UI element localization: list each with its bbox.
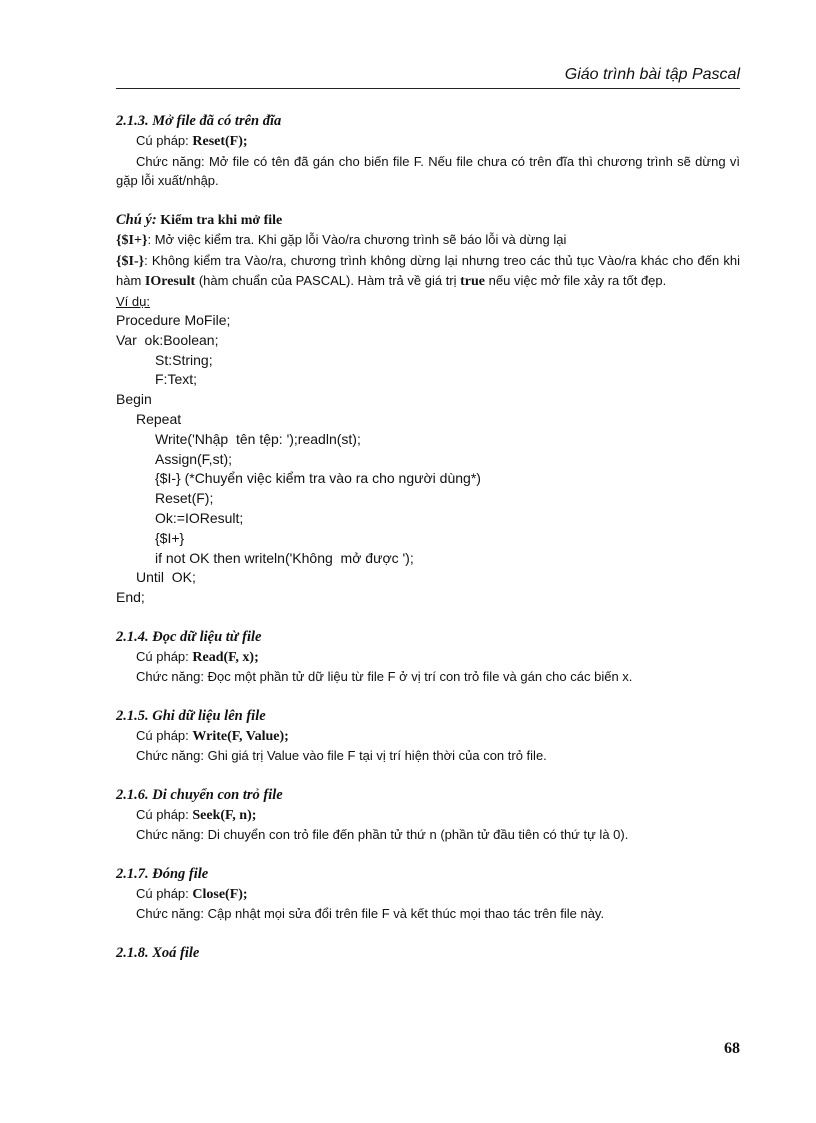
function-text: Ghi giá trị Value vào file F tại vị trí hiện thời của con trỏ file. <box>207 748 547 764</box>
directive-off-text-1: : Không kiểm tra Vào/ra, chương trình không dừng lại nhưng treo các thủ tục Vào/ra khác cho đến khi hàm <box>116 252 740 288</box>
syntax-code: Close(F); <box>192 886 248 902</box>
directive-off-text-2: (hàm chuẩn của PASCAL). Hàm trả về giá trị <box>195 273 461 288</box>
note-io-on <box>116 230 740 251</box>
code-example <box>116 311 740 608</box>
code-line: Var ok:Boolean; <box>116 331 219 348</box>
code-line: Procedure MoFile; <box>116 312 231 328</box>
header-title: Giáo trình bài tập Pascal <box>564 66 740 83</box>
section-heading: 2.1.6. Di chuyển con trỏ file <box>116 786 283 803</box>
function-label: Chức năng: <box>136 748 208 764</box>
syntax-line <box>116 726 740 747</box>
section-2-1-4 <box>116 627 740 687</box>
example-label: Ví dụ: <box>116 293 150 309</box>
section-2-1-6 <box>116 785 740 845</box>
syntax-code: Reset(F); <box>192 134 248 149</box>
function-text: Di chuyển con trỏ file đến phần tử thứ n (phần tử đầu tiên có thứ tự là 0). <box>207 827 629 843</box>
code-line: Assign(F,st); <box>155 450 233 467</box>
syntax-line <box>116 131 740 152</box>
syntax-line <box>116 805 740 826</box>
function-text: Đọc một phần tử dữ liệu từ file F ở vị trí con trỏ file và gán cho các biến x. <box>207 669 633 685</box>
function-line <box>116 825 740 845</box>
note-label: Chú ý: <box>116 211 157 228</box>
function-line <box>116 904 740 924</box>
code-line: if not OK then writeln('Không mở được '); <box>155 549 414 566</box>
directive-off: {$I-} <box>116 253 145 269</box>
syntax-code: Seek(F, n); <box>192 807 257 823</box>
code-line: Begin <box>116 391 152 408</box>
code-line: {$I-} (*Chuyển việc kiểm tra vào ra cho người dùng*) <box>155 470 481 487</box>
code-line: Reset(F); <box>155 490 214 507</box>
section-2-1-5 <box>116 706 740 766</box>
function-label: Chức năng: <box>136 669 208 685</box>
code-line: {$I+} <box>155 529 185 546</box>
ioresult-keyword: IOresult <box>144 274 196 289</box>
code-line: Ok:=IOResult; <box>155 509 244 526</box>
function-label: Chức năng: <box>136 906 208 922</box>
note-io-off <box>116 251 740 292</box>
note-heading <box>116 210 740 231</box>
function-line <box>116 667 740 687</box>
true-keyword: true <box>460 274 486 289</box>
section-heading: 2.1.7. Đóng file <box>116 865 209 882</box>
syntax-label: Cú pháp: <box>136 885 193 901</box>
section-heading: 2.1.4. Đọc dữ liệu từ file <box>116 628 262 645</box>
function-text: Cập nhật mọi sửa đổi trên file F và kết thúc mọi thao tác trên file này. <box>207 906 605 922</box>
syntax-label: Cú pháp: <box>136 806 193 822</box>
syntax-line <box>116 647 740 668</box>
directive-on: {$I+} <box>116 233 148 248</box>
section-2-1-3 <box>116 111 740 191</box>
section-heading: 2.1.8. Xoá file <box>116 944 200 961</box>
function-label: Chức năng: <box>136 153 209 169</box>
page-content <box>116 111 740 963</box>
syntax-code: Read(F, x); <box>192 649 259 665</box>
syntax-line <box>116 884 740 905</box>
code-line: Until OK; <box>136 569 196 586</box>
code-line: St:String; <box>155 351 213 368</box>
syntax-label: Cú pháp: <box>136 648 193 664</box>
syntax-label: Cú pháp: <box>136 727 193 743</box>
section-2-1-7 <box>116 864 740 924</box>
code-line: Repeat <box>136 410 182 427</box>
syntax-label: Cú pháp: <box>136 133 193 148</box>
section-heading: 2.1.3. Mở file đã có trên đĩa <box>116 113 282 129</box>
syntax-code: Write(F, Value); <box>192 728 289 744</box>
function-line <box>116 746 740 766</box>
function-text: Mở file có tên đã gán cho biến file F. Nếu file chưa có trên đĩa thì chương trình sẽ dừng vì gặp lỗi xuất/nhập. <box>116 153 740 188</box>
section-2-1-8 <box>116 943 740 963</box>
note-title: Kiểm tra khi mở file <box>156 212 283 228</box>
function-line <box>116 152 740 191</box>
code-line: End; <box>116 589 145 606</box>
directive-off-text-3: nếu việc mở file xảy ra tốt đẹp. <box>485 273 667 288</box>
page-header <box>116 64 740 89</box>
note-block <box>116 210 740 312</box>
code-line: Write('Nhập tên tệp: ');readln(st); <box>155 430 361 447</box>
code-line: F:Text; <box>155 371 198 388</box>
section-heading: 2.1.5. Ghi dữ liệu lên file <box>116 707 266 724</box>
directive-on-text: : Mở việc kiểm tra. Khi gặp lỗi Vào/ra chương trình sẽ báo lỗi và dừng lại <box>147 232 567 247</box>
function-label: Chức năng: <box>136 827 208 843</box>
page-number: 68 <box>724 1040 740 1057</box>
